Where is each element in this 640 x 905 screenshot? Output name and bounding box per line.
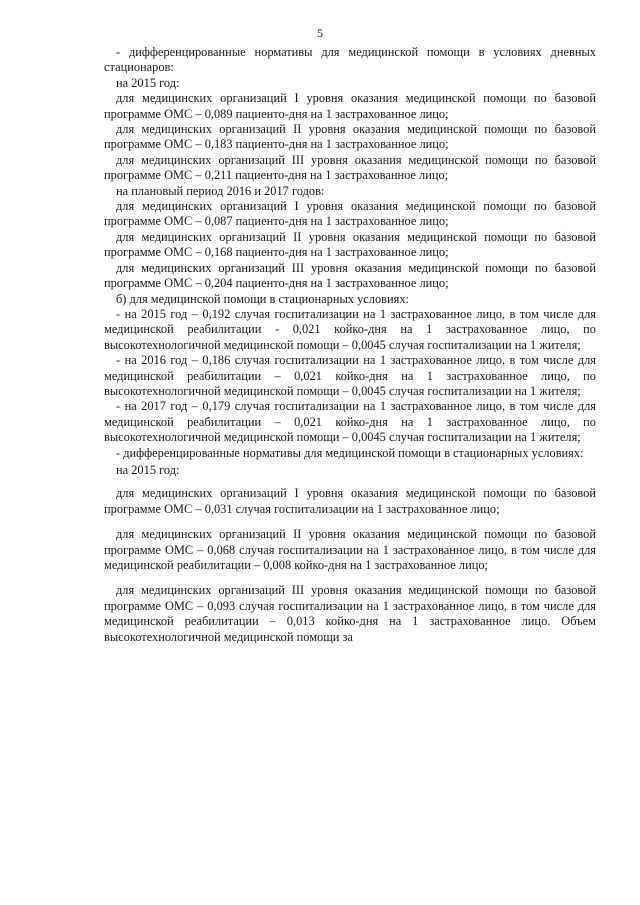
paragraph: для медицинских организаций I уровня оказания медицинской помощи по базовой программе ОМС – 0,087 пациенто-дня на 1 застрахованное лицо; [104, 199, 596, 229]
paragraph: для медицинских организаций III уровня оказания медицинской помощи по базовой программе ОМС – 0,211 пациенто-дня на 1 застрахованное лицо; [104, 152, 596, 183]
paragraph: - на 2017 год – 0,179 случая госпитализации на 1 застрахованное лицо, в том числе для медицинской реабилитации – 0,021 койко-дня на 1 застрахованное лицо, по высокотехнологичной медицинской помощи – 0,0045 случая госпитализации на 1 жителя; [104, 399, 596, 445]
paragraph: для медицинских организаций II уровня оказания медицинской помощи по базовой программе ОМС – 0,168 пациенто-дня на 1 застрахованное лицо; [104, 229, 596, 260]
document-body [104, 44, 596, 645]
paragraph: для медицинских организаций I уровня оказания медицинской помощи по базовой программе ОМС – 0,031 случая госпитализации на 1 застрахованное лицо; [104, 486, 596, 516]
paragraph: - на 2016 год – 0,186 случая госпитализации на 1 застрахованное лицо, в том числе для медицинской реабилитации – 0,021 койко-дня на 1 застрахованное лицо, по высокотехнологичной медицинской помощи – 0,0045 случая госпитализации на 1 жителя; [104, 353, 596, 398]
paragraph: - на 2015 год – 0,192 случая госпитализации на 1 застрахованное лицо, в том числе для медицинской реабилитации - 0,021 койко-дня на 1 застрахованное лицо, по высокотехнологичной медицинской помощи – 0,0045 случая госпитализации на 1 жителя; [104, 306, 596, 352]
paragraph: на 2015 год: [116, 75, 180, 90]
paragraph: - дифференцированные нормативы для медицинской помощи в условиях дневных стационаров: [104, 45, 596, 75]
paragraph: для медицинских организаций III уровня оказания медицинской помощи по базовой программе ОМС – 0,204 пациенто-дня на 1 застрахованное лицо; [104, 260, 596, 291]
paragraph: для медицинских организаций II уровня оказания медицинской помощи по базовой программе ОМС – 0,068 случая госпитализации на 1 застрахованное лицо, в том числе для медицинской реабилитации – 0,008 койко-дня на 1 застрахованное лицо; [104, 527, 596, 572]
paragraph: для медицинских организаций I уровня оказания медицинской помощи по базовой программе ОМС – 0,089 пациенто-дня на 1 застрахованное лицо; [104, 91, 596, 121]
paragraph: - дифференцированные нормативы для медицинской помощи в стационарных условиях: [116, 445, 584, 460]
paragraph: для медицинских организаций II уровня оказания медицинской помощи по базовой программе ОМС – 0,183 пациенто-дня на 1 застрахованное лицо; [104, 122, 596, 152]
paragraph: для медицинских организаций III уровня оказания медицинской помощи по базовой программе ОМС – 0,093 случая госпитализации на 1 застрахованное лицо, в том числе для медицинской реабилитации – 0,013 койко-дня на 1 застрахованное лицо. Объем высокотехнологичной медицинской помощи за [104, 583, 596, 644]
paragraph: на 2015 год: [116, 462, 180, 477]
paragraph: на плановый период 2016 и 2017 годов: [116, 183, 325, 198]
page-number: 5 [317, 26, 323, 40]
paragraph: б) для медицинской помощи в стационарных условиях: [116, 291, 409, 306]
